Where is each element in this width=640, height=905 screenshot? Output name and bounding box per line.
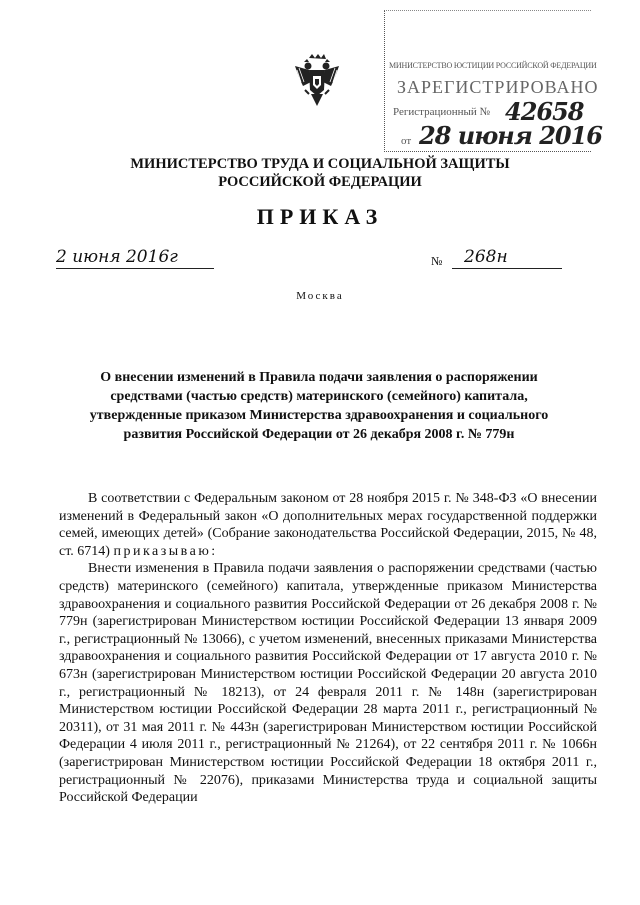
paragraph-2: Внести изменения в Правила подачи заявления о распоряжении средствами (частью средств) материнского (семейного) капитала, утвержденные приказом Министерства здравоохранения и социального развития Российской Федерации от 26 декабря 2008 г. № 779н (зарегистрирован Министерством юстиции Российской Федерации 13 января 2009 г., регистрационный № 13066), с учетом изменений, внесенных приказами Министерства здравоохранения и социального развития Российской Федерации от 17 августа 2010 г. № 673н (зарегистрирован Министерством юстиции Российской Федерации 20 августа 2010 г., регистрационный № 18213), от 24 февраля 2011 г. № 148н (зарегистрирован Министерством юстиции Российской Федерации 28 марта 2011 г., регистрационный № 20311), от 31 мая 2011 г. № 443н (зарегистрирован Министерством юстиции Российской Федерации 4 июля 2011 г., регистрационный № 21264), от 22 сентября 2011 г. № 1066н (зарегистрирован Министерством юстиции Российской Федерации 18 октября 2011 г., регистрационный № 22076), приказами Министерства труда и социальной защиты Российской Федерации xyxy=(59,561,597,806)
stamp-from-label: от xyxy=(401,135,412,147)
paragraph-1-text: В соответствии с Федеральным законом от 28 ноября 2015 г. № 348-ФЗ «О внесении изменений в Федеральный закон «О дополнительных мерах государственной поддержки семей, имеющих детей» (Собрание законодательства Российской Федерации, 2015, № 48, ст. 6714) xyxy=(59,491,597,559)
number-label: № xyxy=(431,254,443,268)
document-body xyxy=(59,490,597,807)
stamp-date: 28 июня 2016 xyxy=(419,121,602,150)
ministry-heading xyxy=(100,155,540,191)
document-title: ПРИКАЗ xyxy=(256,204,384,229)
ministry-line-1: МИНИСТЕРСТВО ТРУДА И СОЦИАЛЬНОЙ ЗАЩИТЫ xyxy=(130,156,510,172)
stamp-ministry: МИНИСТЕРСТВО ЮСТИЦИИ РОССИЙСКОЙ ФЕДЕРАЦИИ xyxy=(389,61,597,70)
stamp-regno-label: Регистрационный № xyxy=(393,106,491,118)
stamp-registered: ЗАРЕГИСТРИРОВАНО xyxy=(397,77,599,97)
order-date: 2 июня 2016г xyxy=(56,246,214,269)
stamp-regno: 42658 xyxy=(505,97,584,126)
registration-stamp xyxy=(384,10,602,152)
ministry-line-2: РОССИЙСКОЙ ФЕДЕРАЦИИ xyxy=(218,174,422,190)
order-subject: О внесении изменений в Правила подачи заявления о распоряжении средствами (частью средств) материнского (семейного) капитала, утвержденные приказом Министерства здравоохранения и социального развития Российской Федерации от 26 декабря 2008 г. № 779н xyxy=(89,370,549,442)
city: Москва xyxy=(296,290,344,302)
order-word: приказываю: xyxy=(113,543,218,559)
russian-coat-of-arms-icon xyxy=(291,52,343,108)
paragraph-1 xyxy=(59,490,597,560)
order-number: 268н xyxy=(452,246,562,269)
